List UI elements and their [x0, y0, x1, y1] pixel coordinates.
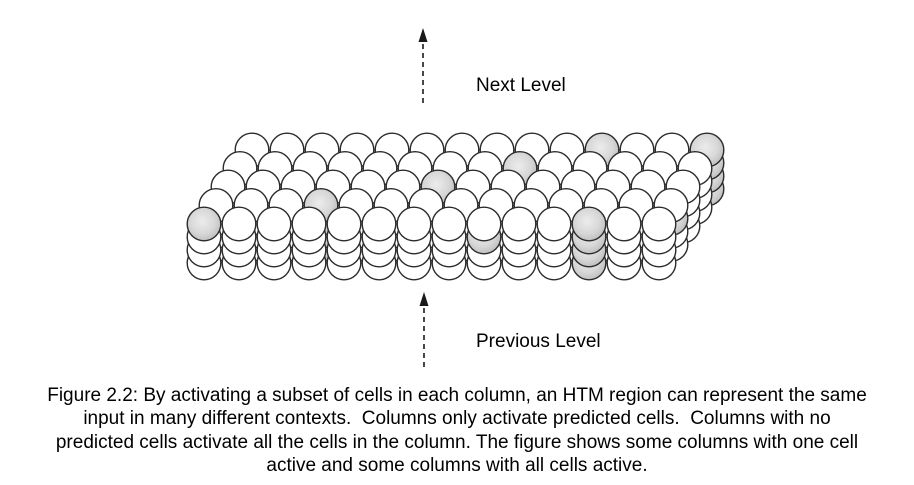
previous-level-arrow [420, 292, 429, 367]
htm-cell [292, 207, 326, 241]
htm-cell [432, 207, 466, 241]
caption-line: input in many different contexts. Columns only activate predicted cells. Columns with no [83, 408, 831, 430]
next-level-arrowhead-icon [419, 28, 428, 42]
htm-cell [397, 207, 431, 241]
htm-cell [467, 207, 501, 241]
htm-region-grid [187, 133, 724, 280]
htm-cell [537, 207, 571, 241]
previous-level-label: Previous Level [476, 331, 601, 352]
caption-line: predicted cells activate all the cells in the column. The figure shows some columns with one cell [55, 431, 859, 453]
htm-cell [642, 207, 676, 241]
caption-line: active and some columns with all cells active. [266, 454, 648, 476]
htm-cell [607, 207, 641, 241]
figure-caption [0, 384, 914, 477]
next-level-arrow [419, 28, 428, 104]
previous-level-arrowhead-icon [420, 292, 429, 306]
htm-cell [327, 207, 361, 241]
htm-cell-active [187, 207, 221, 241]
caption-line: Figure 2.2: By activating a subset of cells in each column, an HTM region can represent the same [47, 385, 867, 406]
htm-cell [362, 207, 396, 241]
htm-cell [502, 207, 536, 241]
htm-cell-active [572, 207, 606, 241]
next-level-label: Next Level [476, 75, 566, 96]
htm-cell [257, 207, 291, 241]
htm-cell [222, 207, 256, 241]
